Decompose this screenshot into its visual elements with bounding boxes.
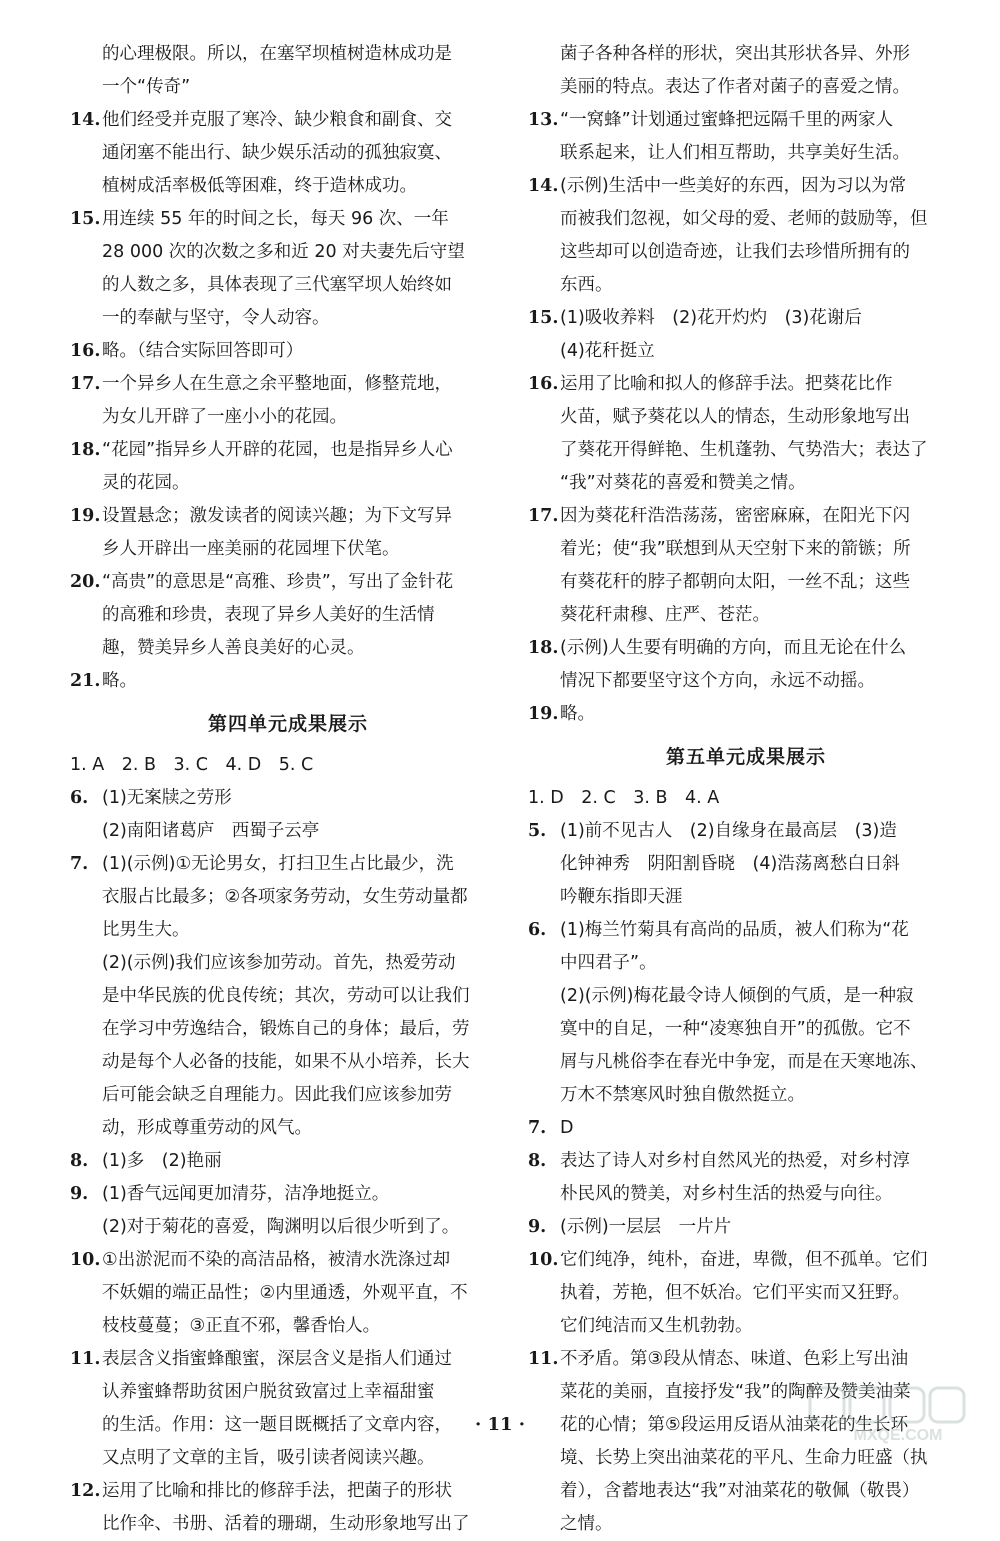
answer-line: D [560, 1118, 574, 1138]
answer-line: 屑与凡桃俗李在春光中争宠，而是在天寒地冻、 [560, 1052, 928, 1072]
answer-line: 而被我们忽视，如父母的爱、老师的鼓励等，但 [560, 209, 928, 229]
answer-number: 17. [528, 506, 559, 526]
answer-item [70, 203, 506, 335]
answer-line: 动，形成尊重劳动的风气。 [102, 1118, 312, 1138]
answer-line: “高贵”的意思是“高雅、珍贵”，写出了金针花 [102, 572, 454, 592]
answer-number: 21. [70, 671, 101, 691]
answer-line: 表层含义指蜜蜂酿蜜，深层含义是指人们通过 [102, 1349, 452, 1369]
answer-line: 着），含蓄地表达“我”对油菜花的敬佩（敬畏） [560, 1481, 920, 1501]
answer-item [70, 1475, 506, 1541]
answer-number: 15. [70, 209, 101, 229]
answer-line: 用连续 55 年的时间之长，每天 96 次、一年 [102, 209, 449, 229]
answer-line: 朴民风的赞美，对乡村生活的热爱与向往。 [560, 1184, 893, 1204]
answer-line: 略。 [102, 671, 137, 691]
answer-list [528, 38, 964, 731]
answer-number: 20. [70, 572, 101, 592]
answer-line: “我”对葵花的喜爱和赞美之情。 [560, 473, 806, 493]
answer-line: 一个“传奇” [102, 77, 191, 97]
answer-item [528, 698, 964, 731]
answer-line: 情况下都要坚守这个方向，永远不动摇。 [560, 671, 875, 691]
answer-line: 又点明了文章的主旨，吸引读者阅读兴趣。 [102, 1448, 435, 1468]
answer-line: (4)花秆挺立 [560, 341, 655, 361]
answer-line: 花的心情；第⑤段运用反语从油菜花的生长环 [560, 1415, 909, 1435]
answer-line: 植树成活率极低等困难，终于造林成功。 [102, 176, 417, 196]
answer-item [70, 104, 506, 203]
answer-line: 表达了诗人对乡村自然风光的热爱，对乡村淳 [560, 1151, 910, 1171]
answer-line: 这些却可以创造奇迹，让我们去珍惜所拥有的 [560, 242, 910, 262]
answer-line: 中四君子”。 [560, 953, 657, 973]
answer-line: 灵的花园。 [102, 473, 190, 493]
answer-line: 他们经受并克服了寒冷、缺少粮食和副食、交 [102, 110, 452, 130]
answer-line: 不矛盾。第③段从情态、味道、色彩上写出油 [560, 1349, 909, 1369]
answer-line: (1)无案牍之劳形 [102, 788, 232, 808]
answer-number: 8. [528, 1151, 547, 1171]
answer-line: 因为葵花秆浩浩荡荡，密密麻麻，在阳光下闪 [560, 506, 910, 526]
answer-line: 菌子各种各样的形状，突出其形状各异、外形 [560, 44, 910, 64]
unit-5-heading: 第五单元成果展示 [665, 746, 826, 768]
multiple-choice-answers: 1. D 2. C 3. B 4. A [528, 788, 720, 808]
answer-line: 万木不禁寒风时独自傲然挺立。 [560, 1085, 805, 1105]
answer-item [70, 566, 506, 665]
answer-line: 枝枝蔓蔓；③正直不邪，馨香怡人。 [102, 1316, 381, 1336]
answer-line: 运用了比喻和拟人的修辞手法。把葵花比作 [560, 374, 893, 394]
answer-number: 12. [70, 1481, 101, 1501]
answer-number: 7. [528, 1118, 547, 1138]
answer-item [528, 170, 964, 302]
answer-line: (示例)人生要有明确的方向，而且无论在什么 [560, 638, 907, 658]
answer-line: (2)南阳诸葛庐 西蜀子云亭 [102, 821, 320, 841]
answer-item [528, 368, 964, 500]
answer-line: (2)对于菊花的喜爱，陶渊明以后很少听到了。 [102, 1217, 460, 1237]
answer-line: 是中华民族的优良传统；其次，劳动可以让我们 [102, 986, 470, 1006]
answer-line: 28 000 次的次数之多和近 20 对夫妻先后守望 [102, 242, 465, 262]
answer-line: 之情。 [560, 1514, 613, 1534]
answer-number: 5. [528, 821, 547, 841]
answer-line: 有葵花秆的脖子都朝向太阳，一丝不乱；这些 [560, 572, 910, 592]
answer-item [528, 1145, 964, 1211]
svg-text:MXQE.COM: MXQE.COM [853, 1427, 943, 1444]
answer-item [528, 914, 964, 1112]
answer-item [70, 368, 506, 434]
answer-line: 执着，芳艳，但不妖冶。它们平实而又狂野。 [560, 1283, 910, 1303]
answer-number: 19. [528, 704, 559, 724]
answer-item [70, 1145, 506, 1178]
answer-line: 葵花秆肃穆、庄严、苍茫。 [560, 605, 770, 625]
answer-line: 后可能会缺乏自理能力。因此我们应该参加劳 [102, 1085, 452, 1105]
answer-number: 11. [70, 1349, 101, 1369]
answer-item [70, 1178, 506, 1244]
answer-line: “花园”指异乡人开辟的花园，也是指异乡人心 [102, 440, 453, 460]
answer-item [528, 1211, 964, 1244]
answer-number: 9. [528, 1217, 547, 1237]
answer-number: 18. [528, 638, 559, 658]
right-column [528, 38, 964, 1541]
answer-line: (2)(示例)我们应该参加劳动。首先，热爱劳动 [102, 953, 456, 973]
answer-line: 衣服占比最多；②各项家务劳动，女生劳动量都 [102, 887, 468, 907]
answer-line: 略。（结合实际回答即可） [102, 341, 304, 361]
answer-item [528, 1112, 964, 1145]
answer-line: 不妖媚的端正品性；②内里通透，外观平直，不 [102, 1283, 468, 1303]
answer-line: 比男生大。 [102, 920, 190, 940]
answer-line: 略。 [560, 704, 595, 724]
answer-line: 一的奉献与坚守，令人动容。 [102, 308, 330, 328]
answer-number: 15. [528, 308, 559, 328]
answer-number: 14. [70, 110, 101, 130]
answer-line: 一个异乡人在生意之余平整地面，修整荒地， [102, 374, 452, 394]
answer-line: 联系起来，让人们相互帮助，共享美好生活。 [560, 143, 910, 163]
answer-number: 18. [70, 440, 101, 460]
answer-line: 它们纯净，纯朴，奋进，卑微，但不孤单。它们 [560, 1250, 928, 1270]
answer-item [528, 104, 964, 170]
answer-line: “一窝蜂”计划通过蜜蜂把远隔千里的两家人 [560, 110, 894, 130]
answer-number: 10. [70, 1250, 101, 1270]
answer-number: 19. [70, 506, 101, 526]
answer-line: 乡人开辟出一座美丽的花园埋下伏笔。 [102, 539, 400, 559]
answer-line: 趣，赞美异乡人善良美好的心灵。 [102, 638, 365, 658]
answer-line: (1)香气远闻更加清芬，洁净地挺立。 [102, 1184, 390, 1204]
watermark-logo [808, 1384, 988, 1444]
answer-item [528, 632, 964, 698]
answer-item [70, 500, 506, 566]
answer-item [70, 1343, 506, 1475]
answer-line: 了葵花开得鲜艳、生机蓬勃、气势浩大；表达了 [560, 440, 928, 460]
answer-line: 比作伞、书册、活着的珊瑚，生动形象地写出了 [102, 1514, 470, 1534]
answer-line: ①出淤泥而不染的高洁品格，被清水洗涤过却 [102, 1250, 451, 1270]
answer-number: 6. [70, 788, 89, 808]
answer-line: 寞中的自足，一种“凌寒独自开”的孤傲。它不 [560, 1019, 911, 1039]
answer-number: 16. [528, 374, 559, 394]
answer-line: 为女儿开辟了一座小小的花园。 [102, 407, 347, 427]
answer-number: 13. [528, 110, 559, 130]
answer-line: 吟鞭东指即天涯 [560, 887, 683, 907]
answer-line: (1)吸收养料 (2)花开灼灼 (3)花谢后 [560, 308, 862, 328]
answer-line: (示例)一层层 一片片 [560, 1217, 732, 1237]
answer-number: 10. [528, 1250, 559, 1270]
answer-number: 17. [70, 374, 101, 394]
answer-line: 菜花的美丽，直接抒发“我”的陶醉及赞美油菜 [560, 1382, 911, 1402]
answer-line: (2)(示例)梅花最令诗人倾倒的气质，是一种寂 [560, 986, 914, 1006]
answer-item [70, 848, 506, 1145]
answer-line: 的高雅和珍贵，表现了异乡人美好的生活情 [102, 605, 435, 625]
answer-line: (示例)生活中一些美好的东西，因为习以为常 [560, 176, 907, 196]
answer-line: 在学习中劳逸结合，锻炼自己的身体；最后，劳 [102, 1019, 470, 1039]
answer-line: 的生活。作用：这一题目既概括了文章内容， [102, 1415, 452, 1435]
answer-item [528, 500, 964, 632]
answer-line: (1)梅兰竹菊具有高尚的品质，被人们称为“花 [560, 920, 909, 940]
answer-line: 着光；使“我”联想到从天空射下来的箭镞；所 [560, 539, 911, 559]
answer-number: 7. [70, 854, 89, 874]
answer-item [70, 434, 506, 500]
answer-line: 动是每个人必备的技能，如果不从小培养，长大 [102, 1052, 470, 1072]
answer-item [70, 782, 506, 848]
answer-line: 设置悬念；激发读者的阅读兴趣；为下文写异 [102, 506, 452, 526]
answer-line: 化钟神秀 阴阳割昏晓 (4)浩荡离愁白日斜 [560, 854, 900, 874]
answer-line: 运用了比喻和排比的修辞手法，把菌子的形状 [102, 1481, 452, 1501]
answer-line: 火苗，赋予葵花以人的情态，生动形象地写出 [560, 407, 910, 427]
answer-item [70, 38, 506, 104]
answer-number: 6. [528, 920, 547, 940]
answer-line: 美丽的特点。表达了作者对菌子的喜爱之情。 [560, 77, 910, 97]
answer-line: 它们纯洁而又生机勃勃。 [560, 1316, 753, 1336]
answer-line: 通闭塞不能出行、缺少娱乐活动的孤独寂寞、 [102, 143, 452, 163]
answer-item [528, 38, 964, 104]
answer-number: 8. [70, 1151, 89, 1171]
answer-item [528, 1244, 964, 1343]
answer-line: (1)前不见古人 (2)自缘身在最高层 (3)造 [560, 821, 897, 841]
answer-item [70, 335, 506, 368]
answer-item [528, 302, 964, 368]
answer-item [70, 665, 506, 698]
answer-number: 9. [70, 1184, 89, 1204]
answer-item [70, 1244, 506, 1343]
page-number: · 11 · [474, 1414, 526, 1435]
answer-number: 11. [528, 1349, 559, 1369]
answer-line: (1)多 (2)艳丽 [102, 1151, 222, 1171]
left-column [70, 38, 506, 1541]
answer-line: 的人数之多，具体表现了三代塞罕坝人始终如 [102, 275, 452, 295]
answer-line: 东西。 [560, 275, 613, 295]
answer-line: 的心理极限。所以，在塞罕坝植树造林成功是 [102, 44, 452, 64]
multiple-choice-answers: 1. A 2. B 3. C 4. D 5. C [70, 755, 314, 775]
answer-line: 境、长势上突出油菜花的平凡、生命力旺盛（执 [560, 1448, 928, 1468]
answer-item [528, 815, 964, 914]
answer-line: 认养蜜蜂帮助贫困户脱贫致富过上幸福甜蜜 [102, 1382, 435, 1402]
answer-list [70, 38, 506, 698]
answer-number: 16. [70, 341, 101, 361]
answer-number: 14. [528, 176, 559, 196]
unit-4-heading: 第四单元成果展示 [207, 713, 368, 735]
answer-line: (1)(示例)①无论男女，打扫卫生占比最少，洗 [102, 854, 454, 874]
